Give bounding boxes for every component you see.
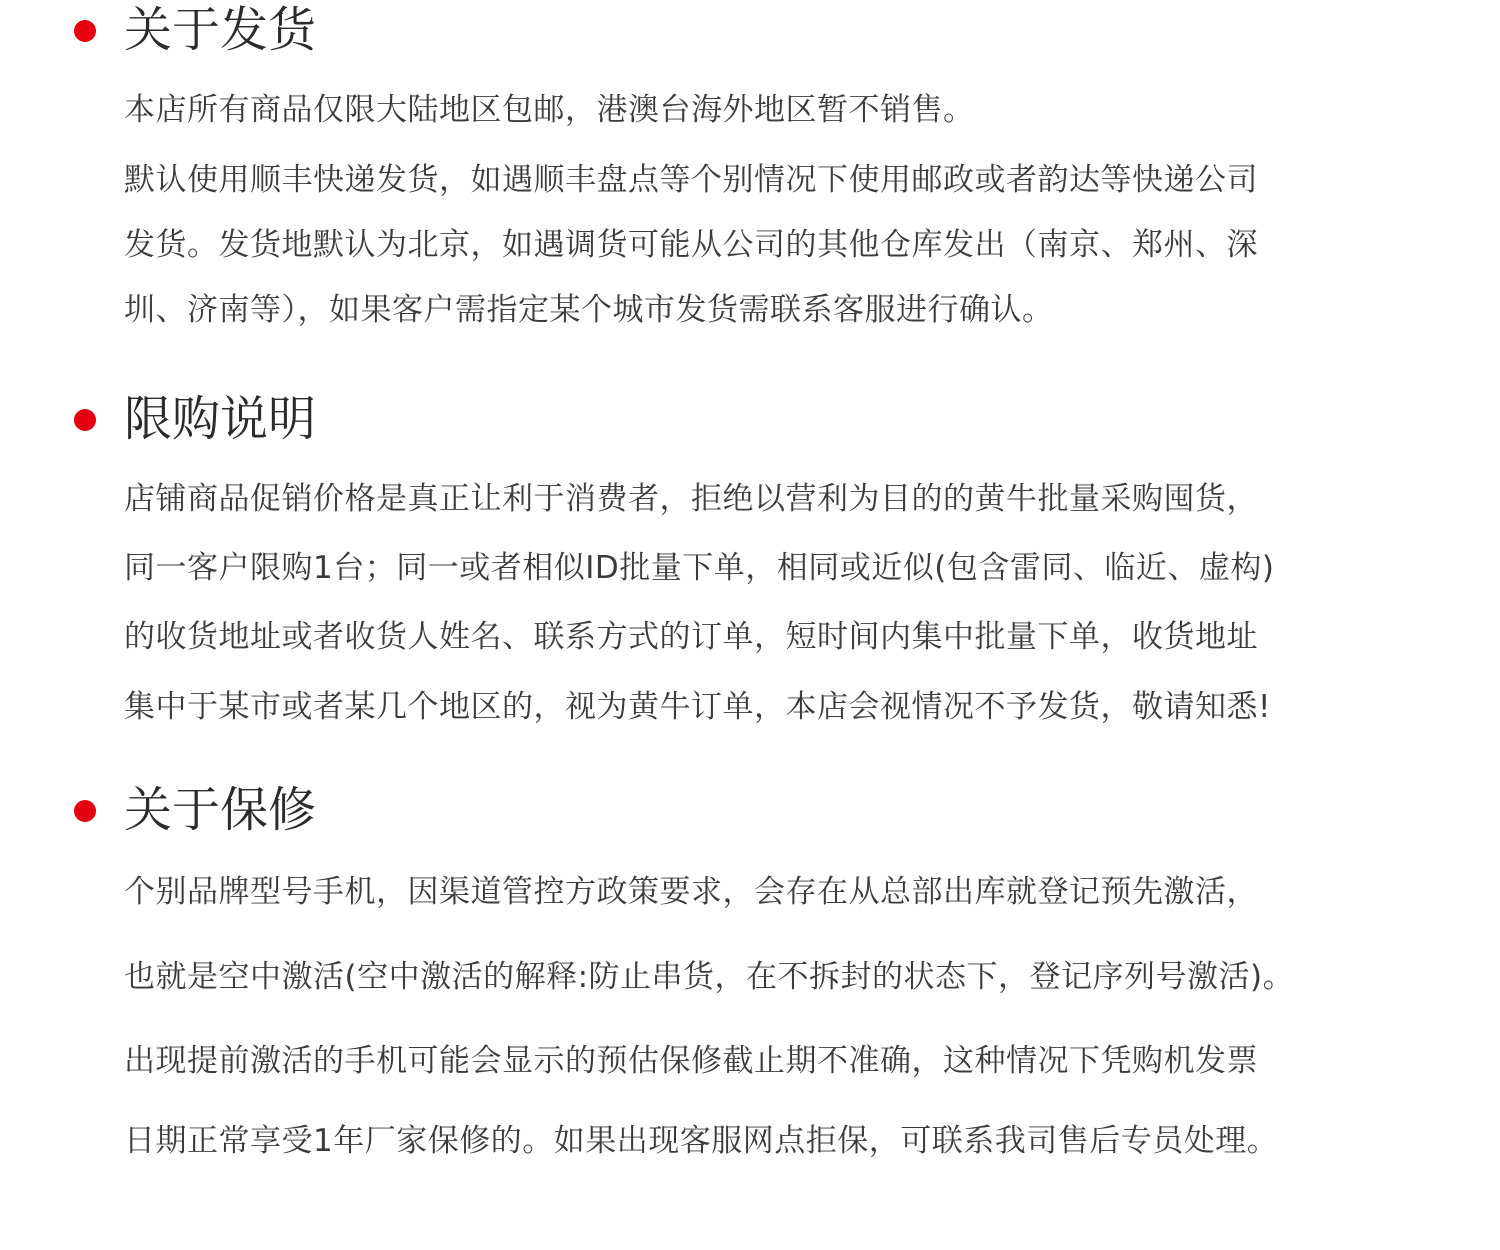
paragraph-line: 的收货地址或者收货人姓名、联系方式的订单，短时间内集中批量下单，收货地址	[124, 619, 1258, 655]
paragraph-line: 日期正常享受1年厂家保修的。如果出现客服网点拒保，可联系我司售后专员处理。	[124, 1123, 1279, 1159]
paragraph-line: 本店所有商品仅限大陆地区包邮，港澳台海外地区暂不销售。	[124, 92, 975, 128]
section-heading: 限购说明	[124, 391, 317, 447]
section-heading: 关于发货	[124, 2, 317, 58]
paragraph-line: 默认使用顺丰快递发货，如遇顺丰盘点等个别情况下使用邮政或者韵达等快递公司	[124, 162, 1258, 198]
paragraph-line: 店铺商品促销价格是真正让利于消费者，拒绝以营利为目的的黄牛批量采购囤货，	[124, 481, 1258, 517]
paragraph-line: 圳、济南等），如果客户需指定某个城市发货需联系客服进行确认。	[124, 292, 1054, 328]
section-heading: 关于保修	[124, 782, 317, 838]
paragraph-line: 集中于某市或者某几个地区的，视为黄牛订单，本店会视情况不予发货，敬请知悉!	[124, 689, 1271, 725]
paragraph-line: 同一客户限购1台；同一或者相似ID批量下单，相同或近似(包含雷同、临近、虚构)	[124, 550, 1275, 586]
red-bullet-icon	[74, 409, 96, 431]
red-bullet-icon	[74, 20, 96, 42]
paragraph-line: 个别品牌型号手机，因渠道管控方政策要求，会存在从总部出库就登记预先激活，	[124, 874, 1258, 910]
paragraph-line: 也就是空中激活(空中激活的解释:防止串货，在不拆封的状态下，登记序列号激活)。	[124, 959, 1295, 995]
red-bullet-icon	[74, 800, 96, 822]
paragraph-line: 发货。发货地默认为北京，如遇调货可能从公司的其他仓库发出（南京、郑州、深	[124, 227, 1258, 263]
paragraph-line: 出现提前激活的手机可能会显示的预估保修截止期不准确，这种情况下凭购机发票	[124, 1043, 1258, 1079]
